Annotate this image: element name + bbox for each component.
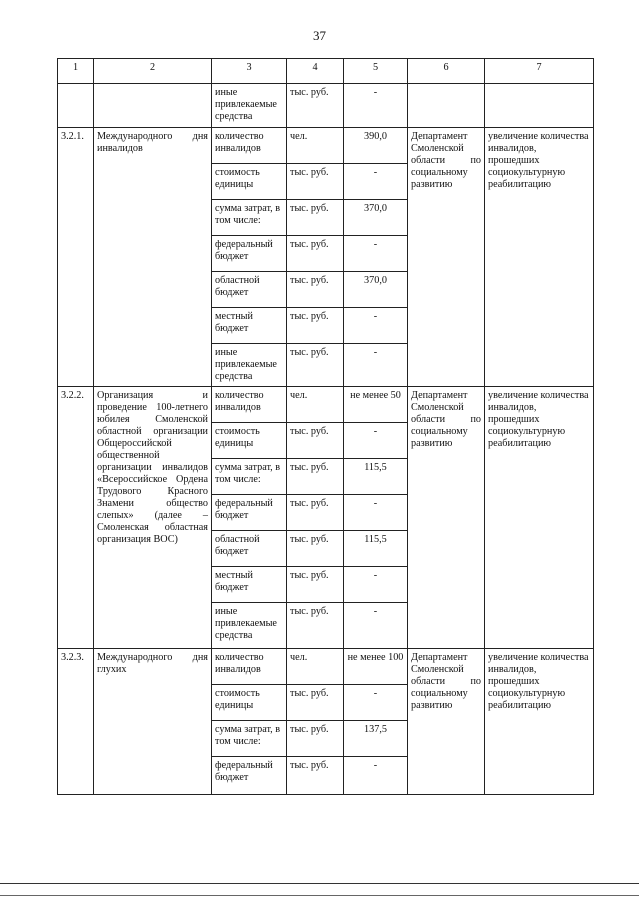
indicator-value: 115,5 xyxy=(344,459,408,495)
item-department: Департамент Смоленской области по социальному развитию xyxy=(408,128,485,387)
indicator-value: - xyxy=(344,757,408,795)
column-header: 1 xyxy=(58,59,94,84)
indicator-unit: тыс. руб. xyxy=(287,423,344,459)
indicator-unit: тыс. руб. xyxy=(287,164,344,200)
indicator-unit: чел. xyxy=(287,128,344,164)
item-department: Департамент Смоленской области по социальному развитию xyxy=(408,649,485,795)
indicator-unit: тыс. руб. xyxy=(287,685,344,721)
indicator-value: 370,0 xyxy=(344,272,408,308)
indicator-value: - xyxy=(344,423,408,459)
table-body xyxy=(58,59,594,795)
column-header: 6 xyxy=(408,59,485,84)
header-row xyxy=(58,59,594,84)
indicator-unit: тыс. руб. xyxy=(287,344,344,387)
table-row xyxy=(58,649,594,685)
indicator-value: - xyxy=(344,495,408,531)
table-row xyxy=(58,387,594,423)
indicator-name: областной бюджет xyxy=(212,272,287,308)
indicator-value: 370,0 xyxy=(344,200,408,236)
indicator-name: федеральный бюджет xyxy=(212,757,287,795)
indicator-name: местный бюджет xyxy=(212,308,287,344)
indicator-value: 115,5 xyxy=(344,531,408,567)
indicator-name: количество инвалидов xyxy=(212,128,287,164)
indicator-value: - xyxy=(344,308,408,344)
item-code: 3.2.2. xyxy=(58,387,94,649)
cell-code xyxy=(58,84,94,128)
column-header: 7 xyxy=(485,59,594,84)
indicator-value: - xyxy=(344,84,408,128)
indicator-name: федеральный бюджет xyxy=(212,495,287,531)
indicator-value: не менее 100 xyxy=(344,649,408,685)
indicator-value: - xyxy=(344,164,408,200)
indicator-name: количество инвалидов xyxy=(212,387,287,423)
indicator-name: количество инвалидов xyxy=(212,649,287,685)
cell-title xyxy=(94,84,212,128)
indicator-name: стоимость единицы xyxy=(212,164,287,200)
page-number: 37 xyxy=(313,28,326,43)
column-header: 4 xyxy=(287,59,344,84)
indicator-unit: тыс. руб. xyxy=(287,236,344,272)
indicator-name: сумма затрат, в том числе: xyxy=(212,721,287,757)
indicator-value: 137,5 xyxy=(344,721,408,757)
indicator-unit: чел. xyxy=(287,649,344,685)
indicator-name: областной бюджет xyxy=(212,531,287,567)
footer-rule xyxy=(0,895,639,896)
indicator-value: 390,0 xyxy=(344,128,408,164)
indicator-unit: тыс. руб. xyxy=(287,200,344,236)
cell-department xyxy=(408,84,485,128)
indicator-name: иные привлекаемые средства xyxy=(212,603,287,649)
program-table xyxy=(57,58,594,795)
indicator-unit: тыс. руб. xyxy=(287,603,344,649)
indicator-value: - xyxy=(344,685,408,721)
indicator-name: сумма затрат, в том числе: xyxy=(212,459,287,495)
table-row xyxy=(58,128,594,164)
indicator-unit: чел. xyxy=(287,387,344,423)
indicator-name: федеральный бюджет xyxy=(212,236,287,272)
indicator-unit: тыс. руб. xyxy=(287,495,344,531)
item-code: 3.2.3. xyxy=(58,649,94,795)
item-result: увеличение количества инвалидов, прошедших социокультурную реабилитацию xyxy=(485,649,594,795)
indicator-unit: тыс. руб. xyxy=(287,757,344,795)
item-code: 3.2.1. xyxy=(58,128,94,387)
footer-rule xyxy=(0,883,639,884)
column-header: 3 xyxy=(212,59,287,84)
indicator-unit: тыс. руб. xyxy=(287,84,344,128)
indicator-value: - xyxy=(344,603,408,649)
indicator-name: стоимость единицы xyxy=(212,423,287,459)
indicator-name: сумма затрат, в том числе: xyxy=(212,200,287,236)
indicator-name: иные привлекаемые средства xyxy=(212,344,287,387)
item-title: Международного дня инвалидов xyxy=(94,128,212,387)
indicator-value: - xyxy=(344,236,408,272)
indicator-value: - xyxy=(344,567,408,603)
indicator-unit: тыс. руб. xyxy=(287,459,344,495)
item-department: Департамент Смоленской области по социальному развитию xyxy=(408,387,485,649)
column-header: 2 xyxy=(94,59,212,84)
indicator-unit: тыс. руб. xyxy=(287,272,344,308)
indicator-name: иные привлекаемые средства xyxy=(212,84,287,128)
item-result: увеличение количества инвалидов, прошедших социокультурную реабилитацию xyxy=(485,387,594,649)
indicator-value: - xyxy=(344,344,408,387)
cell-result xyxy=(485,84,594,128)
indicator-unit: тыс. руб. xyxy=(287,531,344,567)
item-result: увеличение количества инвалидов, прошедших социокультурную реабилитацию xyxy=(485,128,594,387)
item-title: Организация и проведение 100-летнего юбилея Смоленской областной организации Общероссийской общественной организации инвалидов «Всероссийское Ордена Трудового Красного Знамени общество слепых» (далее – Смоленская областная организация ВОС) xyxy=(94,387,212,649)
table-row xyxy=(58,84,594,128)
indicator-name: местный бюджет xyxy=(212,567,287,603)
column-header: 5 xyxy=(344,59,408,84)
indicator-value: не менее 50 xyxy=(344,387,408,423)
indicator-unit: тыс. руб. xyxy=(287,567,344,603)
indicator-unit: тыс. руб. xyxy=(287,308,344,344)
indicator-unit: тыс. руб. xyxy=(287,721,344,757)
item-title: Международного дня глухих xyxy=(94,649,212,795)
indicator-name: стоимость единицы xyxy=(212,685,287,721)
